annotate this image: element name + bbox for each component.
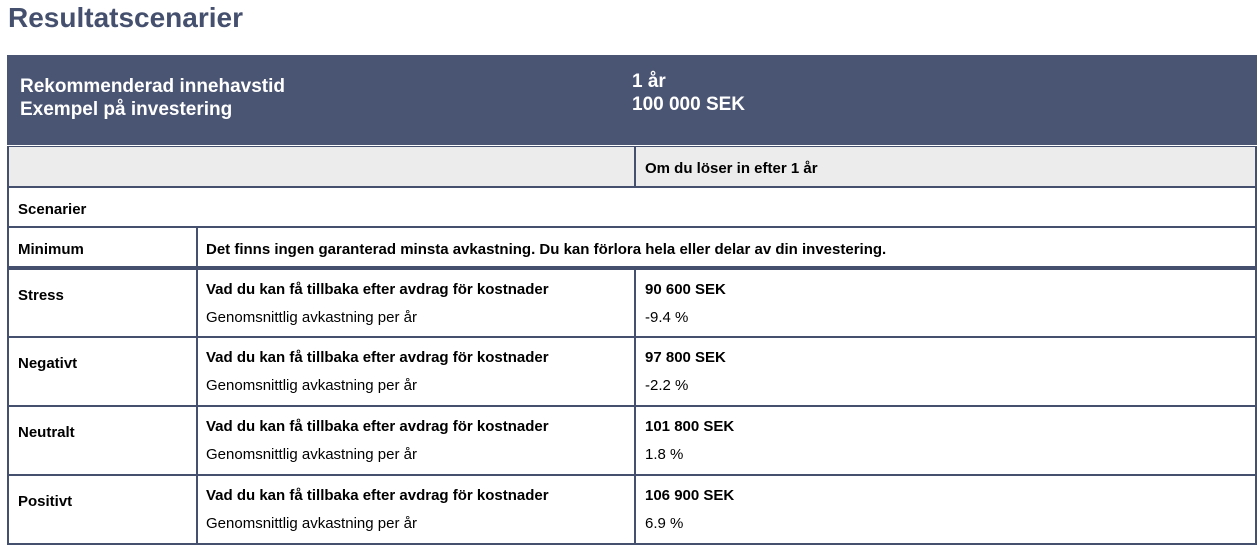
holding-period-label: Rekommenderad innehavstid [20, 76, 286, 97]
amount-label: Vad du kan få tillbaka efter avdrag för kostnader [206, 418, 549, 435]
header-band [7, 55, 1257, 145]
amount-value: 90 600 SEK [645, 281, 726, 298]
column-divider [634, 407, 636, 474]
amount-label: Vad du kan få tillbaka efter avdrag för kostnader [206, 281, 549, 298]
column-divider [634, 338, 636, 405]
minimum-text: Det finns ingen garanterad minsta avkastning. Du kan förlora hela eller delar av din investering. [206, 241, 887, 258]
column-divider [196, 338, 198, 405]
return-value: -2.2 % [645, 377, 689, 394]
column-divider [196, 407, 198, 474]
amount-value: 106 900 SEK [645, 487, 735, 504]
scenario-name: Negativt [18, 355, 78, 372]
scenario-name: Stress [18, 287, 64, 304]
scenario-name: Positivt [18, 493, 73, 510]
column-divider [634, 147, 636, 186]
return-value: 6.9 % [645, 515, 684, 532]
scenario-row-neutralt [7, 407, 1257, 476]
amount-label: Vad du kan få tillbaka efter avdrag för kostnader [206, 349, 549, 366]
scenario-row-positivt [7, 476, 1257, 545]
scenarios-heading: Scenarier [18, 201, 87, 218]
column-divider [634, 476, 636, 543]
return-label: Genomsnittlig avkastning per år [206, 446, 417, 463]
column-divider [196, 270, 198, 336]
amount-value: 101 800 SEK [645, 418, 735, 435]
return-label: Genomsnittlig avkastning per år [206, 309, 417, 326]
investment-example-label: Exempel på investering [20, 99, 233, 120]
scenarios-heading-row [7, 188, 1257, 228]
amount-value: 97 800 SEK [645, 349, 726, 366]
header-values [632, 70, 745, 116]
minimum-row [7, 228, 1257, 268]
period-header: Om du löser in efter 1 år [645, 160, 818, 177]
scenario-name: Neutralt [18, 424, 75, 441]
header-labels [20, 75, 285, 121]
scenario-row-stress [7, 268, 1257, 338]
page-title: Resultatscenarier [8, 2, 244, 33]
scenario-row-negativt [7, 338, 1257, 407]
amount-label: Vad du kan få tillbaka efter avdrag för kostnader [206, 487, 549, 504]
column-divider [634, 270, 636, 336]
return-label: Genomsnittlig avkastning per år [206, 515, 417, 532]
return-value: -9.4 % [645, 309, 689, 326]
return-label: Genomsnittlig avkastning per år [206, 377, 417, 394]
column-divider [196, 228, 198, 266]
return-value: 1.8 % [645, 446, 684, 463]
period-header-row [7, 146, 1257, 188]
minimum-name: Minimum [18, 241, 84, 258]
investment-example-value: 100 000 SEK [632, 94, 746, 115]
column-divider [196, 476, 198, 543]
holding-period-value: 1 år [632, 71, 666, 92]
